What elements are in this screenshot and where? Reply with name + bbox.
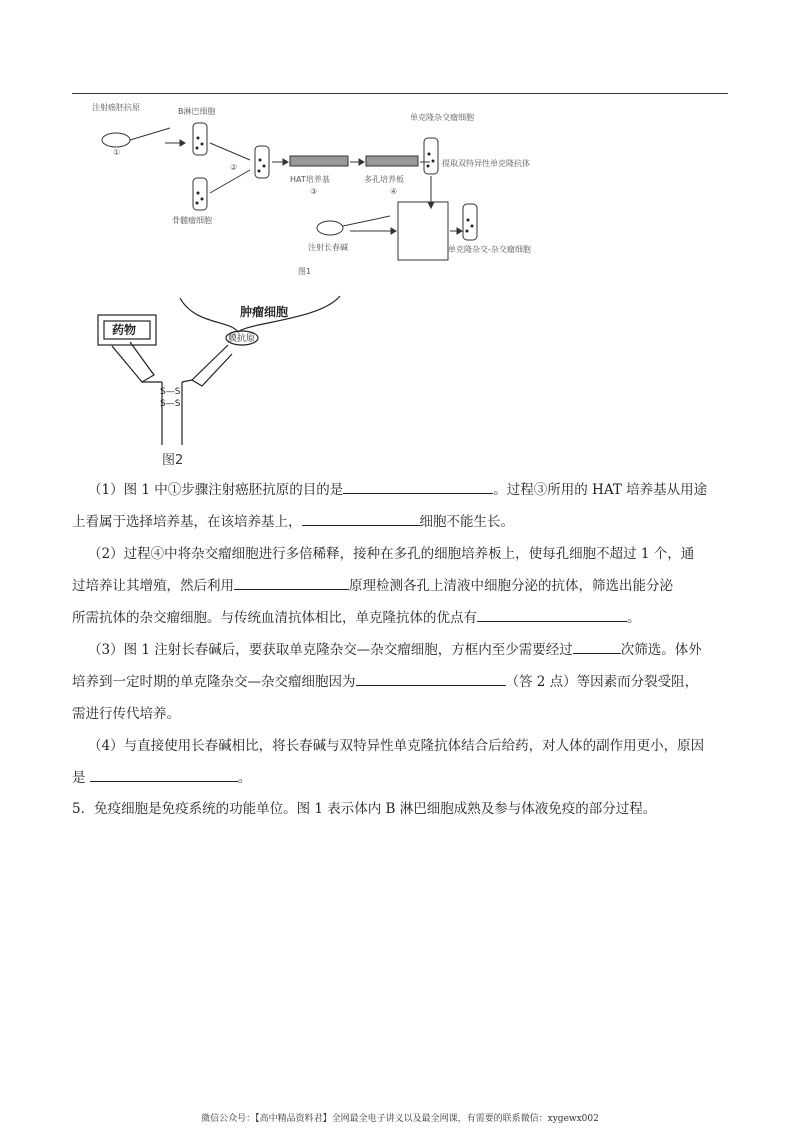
q2-text-c: 原理检测各孔上清液中细胞分泌的抗体，筛选出能分泌	[349, 578, 673, 594]
fused-cell-tube	[255, 146, 269, 178]
question-2	[72, 538, 738, 634]
q3-text-e: 需进行传代培养。	[72, 706, 180, 722]
q1-text-c: 上看属于选择培养基，在该培养基上，	[72, 514, 302, 530]
q2-text-a: （2）过程④中将杂交瘤细胞进行多倍稀释，接种在多孔的细胞培养板上，使每孔细胞不超过 1 个，通	[88, 546, 695, 562]
vincristine-label: 注射长春碱	[308, 243, 348, 252]
q2-text-e: 。	[627, 610, 641, 626]
mono-hybridoma-tube	[424, 138, 438, 174]
b-cell-tube	[193, 123, 207, 155]
q1-text-d: 细胞不能生长。	[419, 514, 514, 530]
mono-hybridoma-label: 单克隆杂交瘤细胞	[410, 113, 474, 122]
ss-bond-1: S—S	[160, 387, 181, 397]
question-5: 5．免疫细胞是免疫系统的功能单位。图 1 表示体内 B 淋巴细胞成熟及参与体液免疫的部分过程。	[72, 801, 657, 817]
q3-text-a: （3）图 1 注射长春碱后，要获取单克隆杂交—杂交瘤细胞，方框内至少需要经过	[88, 642, 573, 658]
q1-text-b: 。过程③所用的 HAT 培养基从用途	[493, 482, 708, 498]
figure-2-caption: 图2	[162, 453, 184, 468]
hat-label: HAT培养基	[290, 175, 330, 184]
q3-text-c: 培养到一定时期的单克隆杂交—杂交瘤细胞因为	[72, 674, 356, 690]
b-cell-label: B淋巴细胞	[178, 107, 216, 116]
q1-blank-2[interactable]	[302, 511, 420, 526]
q3-blank-1[interactable]	[573, 639, 621, 654]
q1-blank-1[interactable]	[343, 479, 493, 494]
step-2: ②	[230, 163, 238, 172]
q2-blank-2[interactable]	[477, 607, 627, 622]
top-rule	[72, 93, 728, 94]
question-4	[72, 730, 738, 794]
figure-1	[80, 98, 540, 288]
q2-blank-1[interactable]	[234, 575, 349, 590]
q4-blank-1[interactable]	[90, 767, 238, 782]
figure-2	[80, 290, 380, 470]
hat-plate	[290, 156, 348, 166]
q3-text-b: 次筛选。体外	[620, 642, 702, 658]
selection-box	[398, 202, 448, 260]
q4-text-c: 。	[237, 770, 252, 786]
myeloma-label: 骨髓瘤细胞	[172, 216, 212, 225]
bispecific-hybridoma-tube	[463, 204, 477, 240]
myeloma-tube	[193, 178, 207, 210]
figure-1-caption: 图1	[298, 267, 312, 276]
q4-text-a: （4）与直接使用长春碱相比，将长春碱与双特异性单克隆抗体结合后给药，对人体的副作用更小，原因	[88, 738, 705, 754]
mouse-icon	[102, 133, 130, 147]
q3-blank-2[interactable]	[356, 671, 506, 686]
q2-text-b: 过培养让其增殖，然后利用	[72, 578, 234, 594]
culture-plate-label: 多孔培养板	[364, 175, 404, 184]
question-1	[72, 474, 738, 538]
antigen-label: 膜抗原	[228, 334, 256, 344]
extract-label: 提取双特异性单克隆抗体	[442, 159, 530, 168]
page-footer: 微信公众号：【高中精品资料君】全网最全电子讲义以及最全网课，有需要的联系微信：xygewx002	[201, 1114, 599, 1124]
step-4: ④	[390, 187, 398, 196]
q2-text-d: 所需抗体的杂交瘤细胞。与传统血清抗体相比，单克隆抗体的优点有	[72, 610, 477, 626]
q4-text-b: 是	[72, 770, 86, 786]
q3-text-d: （答 2 点）等因素而分裂受阻，	[505, 674, 699, 690]
drug-label: 药物	[112, 323, 137, 337]
inject-label: 注射癌胚抗原	[92, 103, 140, 112]
step-1: ①	[113, 148, 121, 157]
tumor-cell-label: 肿瘤细胞	[240, 305, 289, 319]
culture-plate	[366, 156, 418, 166]
q1-text-a: （1）图 1 中①步骤注射癌胚抗原的目的是	[88, 482, 344, 498]
question-3	[72, 634, 738, 730]
ss-bond-2: S—S	[160, 399, 181, 409]
bispecific-label: 单克隆杂交-杂交瘤细胞	[448, 245, 531, 254]
step-3: ③	[310, 187, 318, 196]
